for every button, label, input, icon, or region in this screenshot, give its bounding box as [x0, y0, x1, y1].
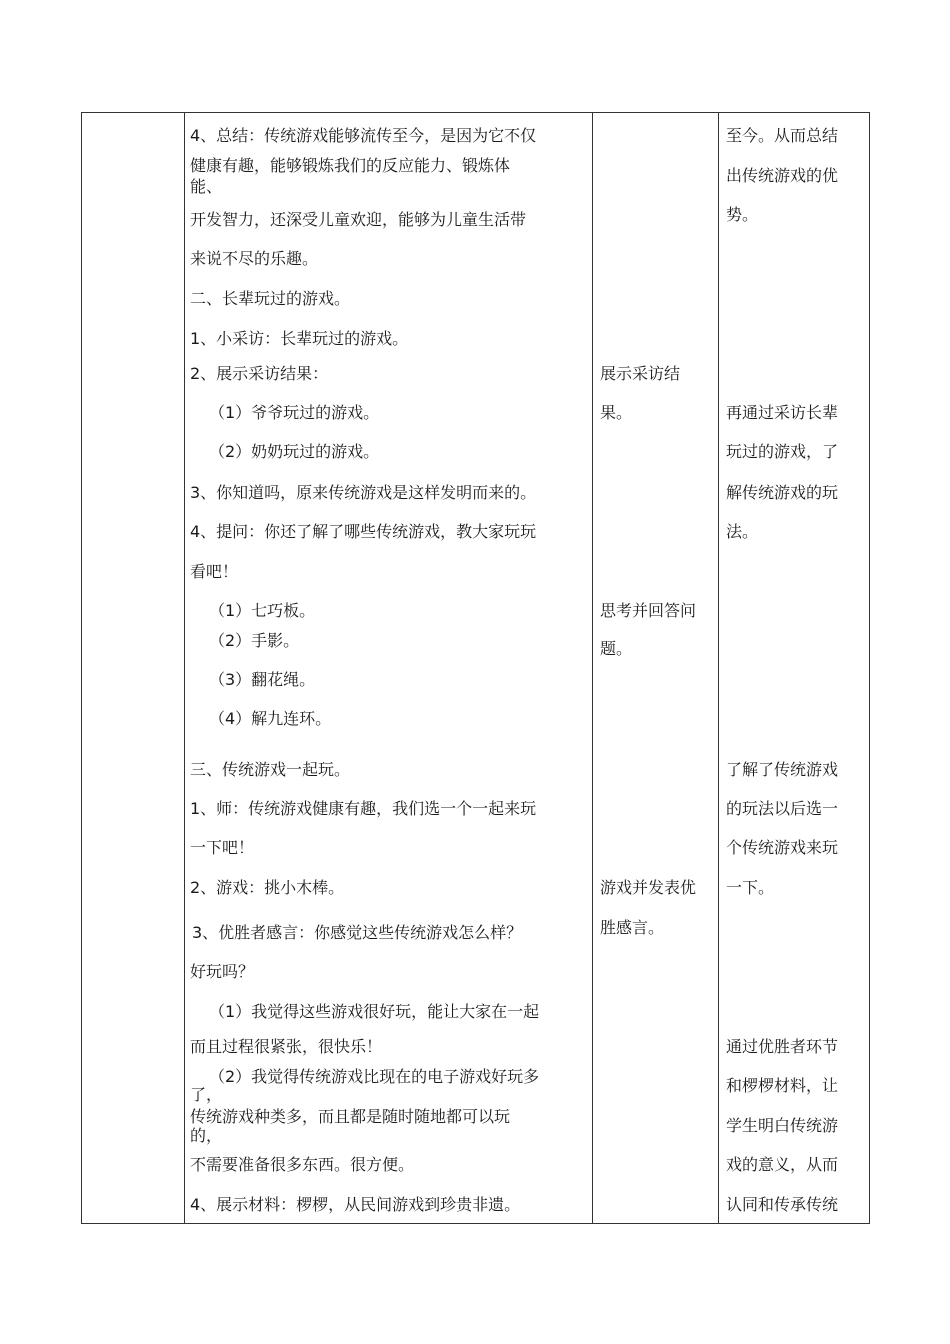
student-line: 胜感言。 [600, 918, 665, 937]
process-line: 1、师：传统游戏健康有趣，我们选一个一起来玩 [190, 799, 537, 818]
process-line: 来说不尽的乐趣。 [190, 249, 319, 268]
student-line: 题。 [600, 639, 633, 658]
column-divider [184, 113, 185, 1223]
process-line: （2）奶奶玩过的游戏。 [209, 442, 380, 461]
process-line: 三、传统游戏一起玩。 [190, 760, 351, 779]
student-line: 游戏并发表优 [600, 878, 697, 897]
process-line: （2）手影。 [209, 631, 300, 650]
process-line: 能、 [190, 177, 223, 196]
process-line: 2、游戏：挑小木棒。 [190, 878, 345, 897]
process-line: 开发智力，还深受儿童欢迎，能够为儿童生活带 [190, 210, 527, 229]
process-line: 了， [190, 1085, 223, 1104]
process-line: （2）我觉得传统游戏比现在的电子游戏好玩多 [209, 1067, 540, 1086]
intent-line: 解传统游戏的玩 [726, 483, 839, 502]
student-line: 果。 [600, 403, 633, 422]
process-line: （1）七巧板。 [209, 601, 316, 620]
process-line: 健康有趣，能够锻炼我们的反应能力、锻炼体 [190, 156, 511, 175]
intent-line: 一下。 [726, 878, 775, 897]
intent-line: 认同和传承传统 [726, 1195, 839, 1214]
process-line: （4）解九连环。 [209, 709, 332, 728]
student-line: 展示采访结 [600, 364, 681, 383]
process-line: 看吧！ [190, 562, 239, 581]
process-line: 4、提问：你还了解了哪些传统游戏，教大家玩玩 [190, 522, 537, 541]
process-line: 而且过程很紧张，很快乐！ [190, 1037, 383, 1056]
intent-line: 通过优胜者环节 [726, 1037, 839, 1056]
intent-line: 学生明白传统游 [726, 1116, 839, 1135]
intent-line: 至今。从而总结 [726, 126, 839, 145]
student-line: 思考并回答问 [600, 601, 697, 620]
process-line: 3、你知道吗，原来传统游戏是这样发明而来的。 [190, 483, 537, 502]
process-line: 4、总结：传统游戏能够流传至今，是因为它不仅 [190, 126, 537, 145]
process-line: 2、展示采访结果： [190, 364, 329, 383]
process-line: 不需要准备很多东西。很方便。 [190, 1155, 415, 1174]
lesson-plan-table [81, 112, 870, 1224]
intent-line: 势。 [726, 205, 759, 224]
intent-line: 和椤椤材料，让 [726, 1076, 839, 1095]
process-line: 的， [190, 1126, 223, 1145]
process-line: 二、长辈玩过的游戏。 [190, 289, 351, 308]
process-line: 一下吧！ [190, 838, 255, 857]
intent-line: 法。 [726, 522, 759, 541]
column-divider [718, 113, 719, 1223]
intent-line: 出传统游戏的优 [726, 166, 839, 185]
process-line: 好玩吗？ [190, 962, 255, 981]
process-line: 传统游戏种类多，而且都是随时随地都可以玩 [190, 1107, 511, 1126]
process-line: （3）翻花绳。 [209, 670, 316, 689]
intent-line: 玩过的游戏，了 [726, 442, 839, 461]
intent-line: 再通过采访长辈 [726, 403, 839, 422]
process-line: （1）我觉得这些游戏很好玩，能让大家在一起 [209, 1002, 540, 1021]
intent-line: 的玩法以后选一 [726, 799, 839, 818]
process-line: 4、展示材料：椤椤，从民间游戏到珍贵非遗。 [190, 1195, 521, 1214]
process-line: （1）爷爷玩过的游戏。 [209, 403, 380, 422]
intent-line: 戏的意义，从而 [726, 1155, 839, 1174]
intent-line: 了解了传统游戏 [726, 760, 839, 779]
column-divider [592, 113, 593, 1223]
intent-line: 个传统游戏来玩 [726, 838, 839, 857]
process-line: 1、小采访：长辈玩过的游戏。 [190, 329, 409, 348]
process-line: 3、优胜者感言：你感觉这些传统游戏怎么样？ [192, 923, 523, 942]
